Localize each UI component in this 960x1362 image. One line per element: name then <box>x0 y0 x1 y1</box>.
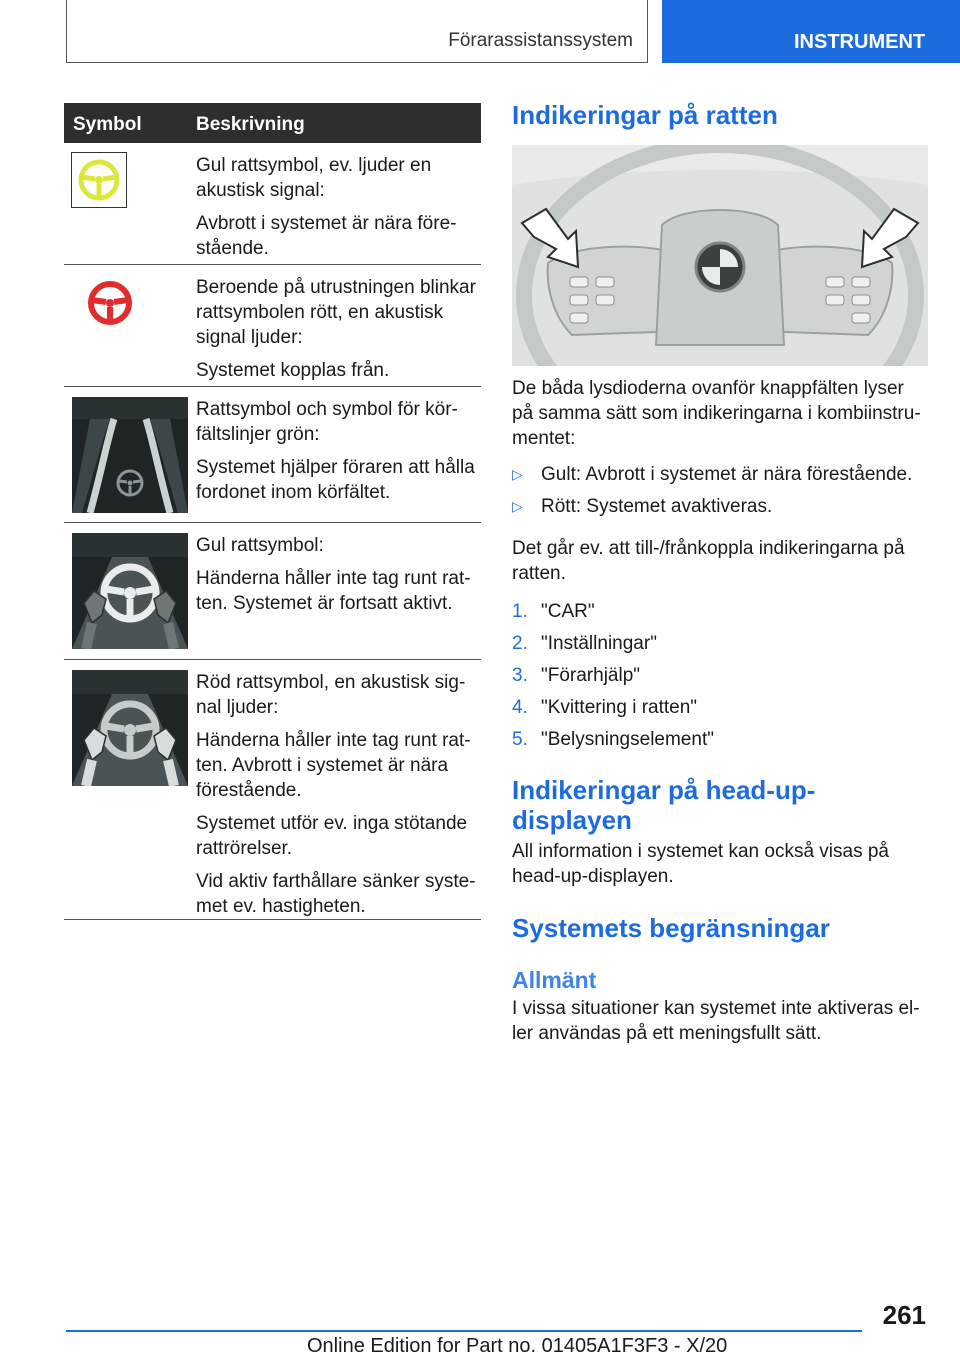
heading-hud-indicators: Indikeringar på head-up-displayen <box>512 775 816 835</box>
steering-wheel-illustration <box>512 145 928 366</box>
hands-off-wheel-red-icon <box>72 670 188 786</box>
list-item: ▷ Gult: Avbrott i systemet är nära förestående. <box>512 464 913 485</box>
general-description: I vissa situationer kan systemet inte aktiveras eller användas på ett meningsfullt sätt. <box>512 998 920 1044</box>
footer-divider <box>66 1330 862 1332</box>
list-item: 4. "Kvittering i ratten" <box>512 697 698 718</box>
steps-list <box>512 599 928 752</box>
symbol-table <box>64 103 481 920</box>
list-item: 1. "CAR" <box>512 601 595 622</box>
triangle-bullet-icon: ▷ <box>512 498 523 514</box>
list-item: 2. "Inställningar" <box>512 633 657 654</box>
footer-edition: Online Edition for Part no. 01405A1F3F3 - X/20 <box>307 1335 728 1357</box>
toggle-description: Det går ev. att till-/frånkoppla indikeringarna på ratten. <box>512 538 905 584</box>
table-row: Gul rattsymbol: Händerna håller inte tag runt ratten. Systemet är fortsatt aktivt. <box>64 523 481 660</box>
right-column <box>512 100 928 1046</box>
table-row: Röd rattsymbol, en akustisk signal ljuder: Händerna håller inte tag runt ratten. Avbrott i systemet är nära förestående. Systemet utför ev. inga stötande rattrörelser. Vid aktiv farthållare sänker systemet ev. hastigheten. <box>64 660 481 920</box>
page-number: 261 <box>882 1300 926 1330</box>
list-item: ▷ Rött: Systemet avaktiveras. <box>512 496 773 517</box>
col-description: Beskrivning <box>196 114 305 135</box>
hands-off-wheel-yellow-icon <box>72 533 188 649</box>
table-row: Beroende på utrustningen blinkar rattsymbolen rött, en akustisk signal ljuder: Systemet kopplas från. <box>64 265 481 387</box>
heading-system-limits: Systemets begränsningar <box>512 913 830 943</box>
header-section: Förarassistanssystem <box>66 0 648 63</box>
heading-general: Allmänt <box>512 967 597 993</box>
col-symbol: Symbol <box>73 114 142 135</box>
table-row: Rattsymbol och symbol för körfältslinjer grön: Systemet hjälper föraren att hålla fordonet inom körfältet. <box>64 387 481 523</box>
hud-description: All information i systemet kan också visas på head-up-displayen. <box>512 841 889 887</box>
list-item: 5. "Belysningselement" <box>512 729 714 750</box>
red-steering-wheel-icon <box>86 279 134 332</box>
header-chapter: INSTRUMENT <box>662 0 960 63</box>
lane-lines-green-icon <box>72 397 188 513</box>
leds-description: De båda lysdioderna ovanför knappfälten lyser på samma sätt som indikeringarna i kombiinstrumentet: <box>512 378 921 449</box>
table-header <box>64 103 481 143</box>
table-row: Gul rattsymbol, ev. ljuder en akustisk signal: Avbrott i systemet är nära förestående. <box>64 143 481 265</box>
bullet-list <box>512 462 928 519</box>
triangle-bullet-icon: ▷ <box>512 466 523 482</box>
heading-wheel-indicators: Indikeringar på ratten <box>512 100 778 130</box>
yellow-steering-wheel-icon <box>71 152 127 213</box>
list-item: 3. "Förarhjälp" <box>512 665 641 686</box>
